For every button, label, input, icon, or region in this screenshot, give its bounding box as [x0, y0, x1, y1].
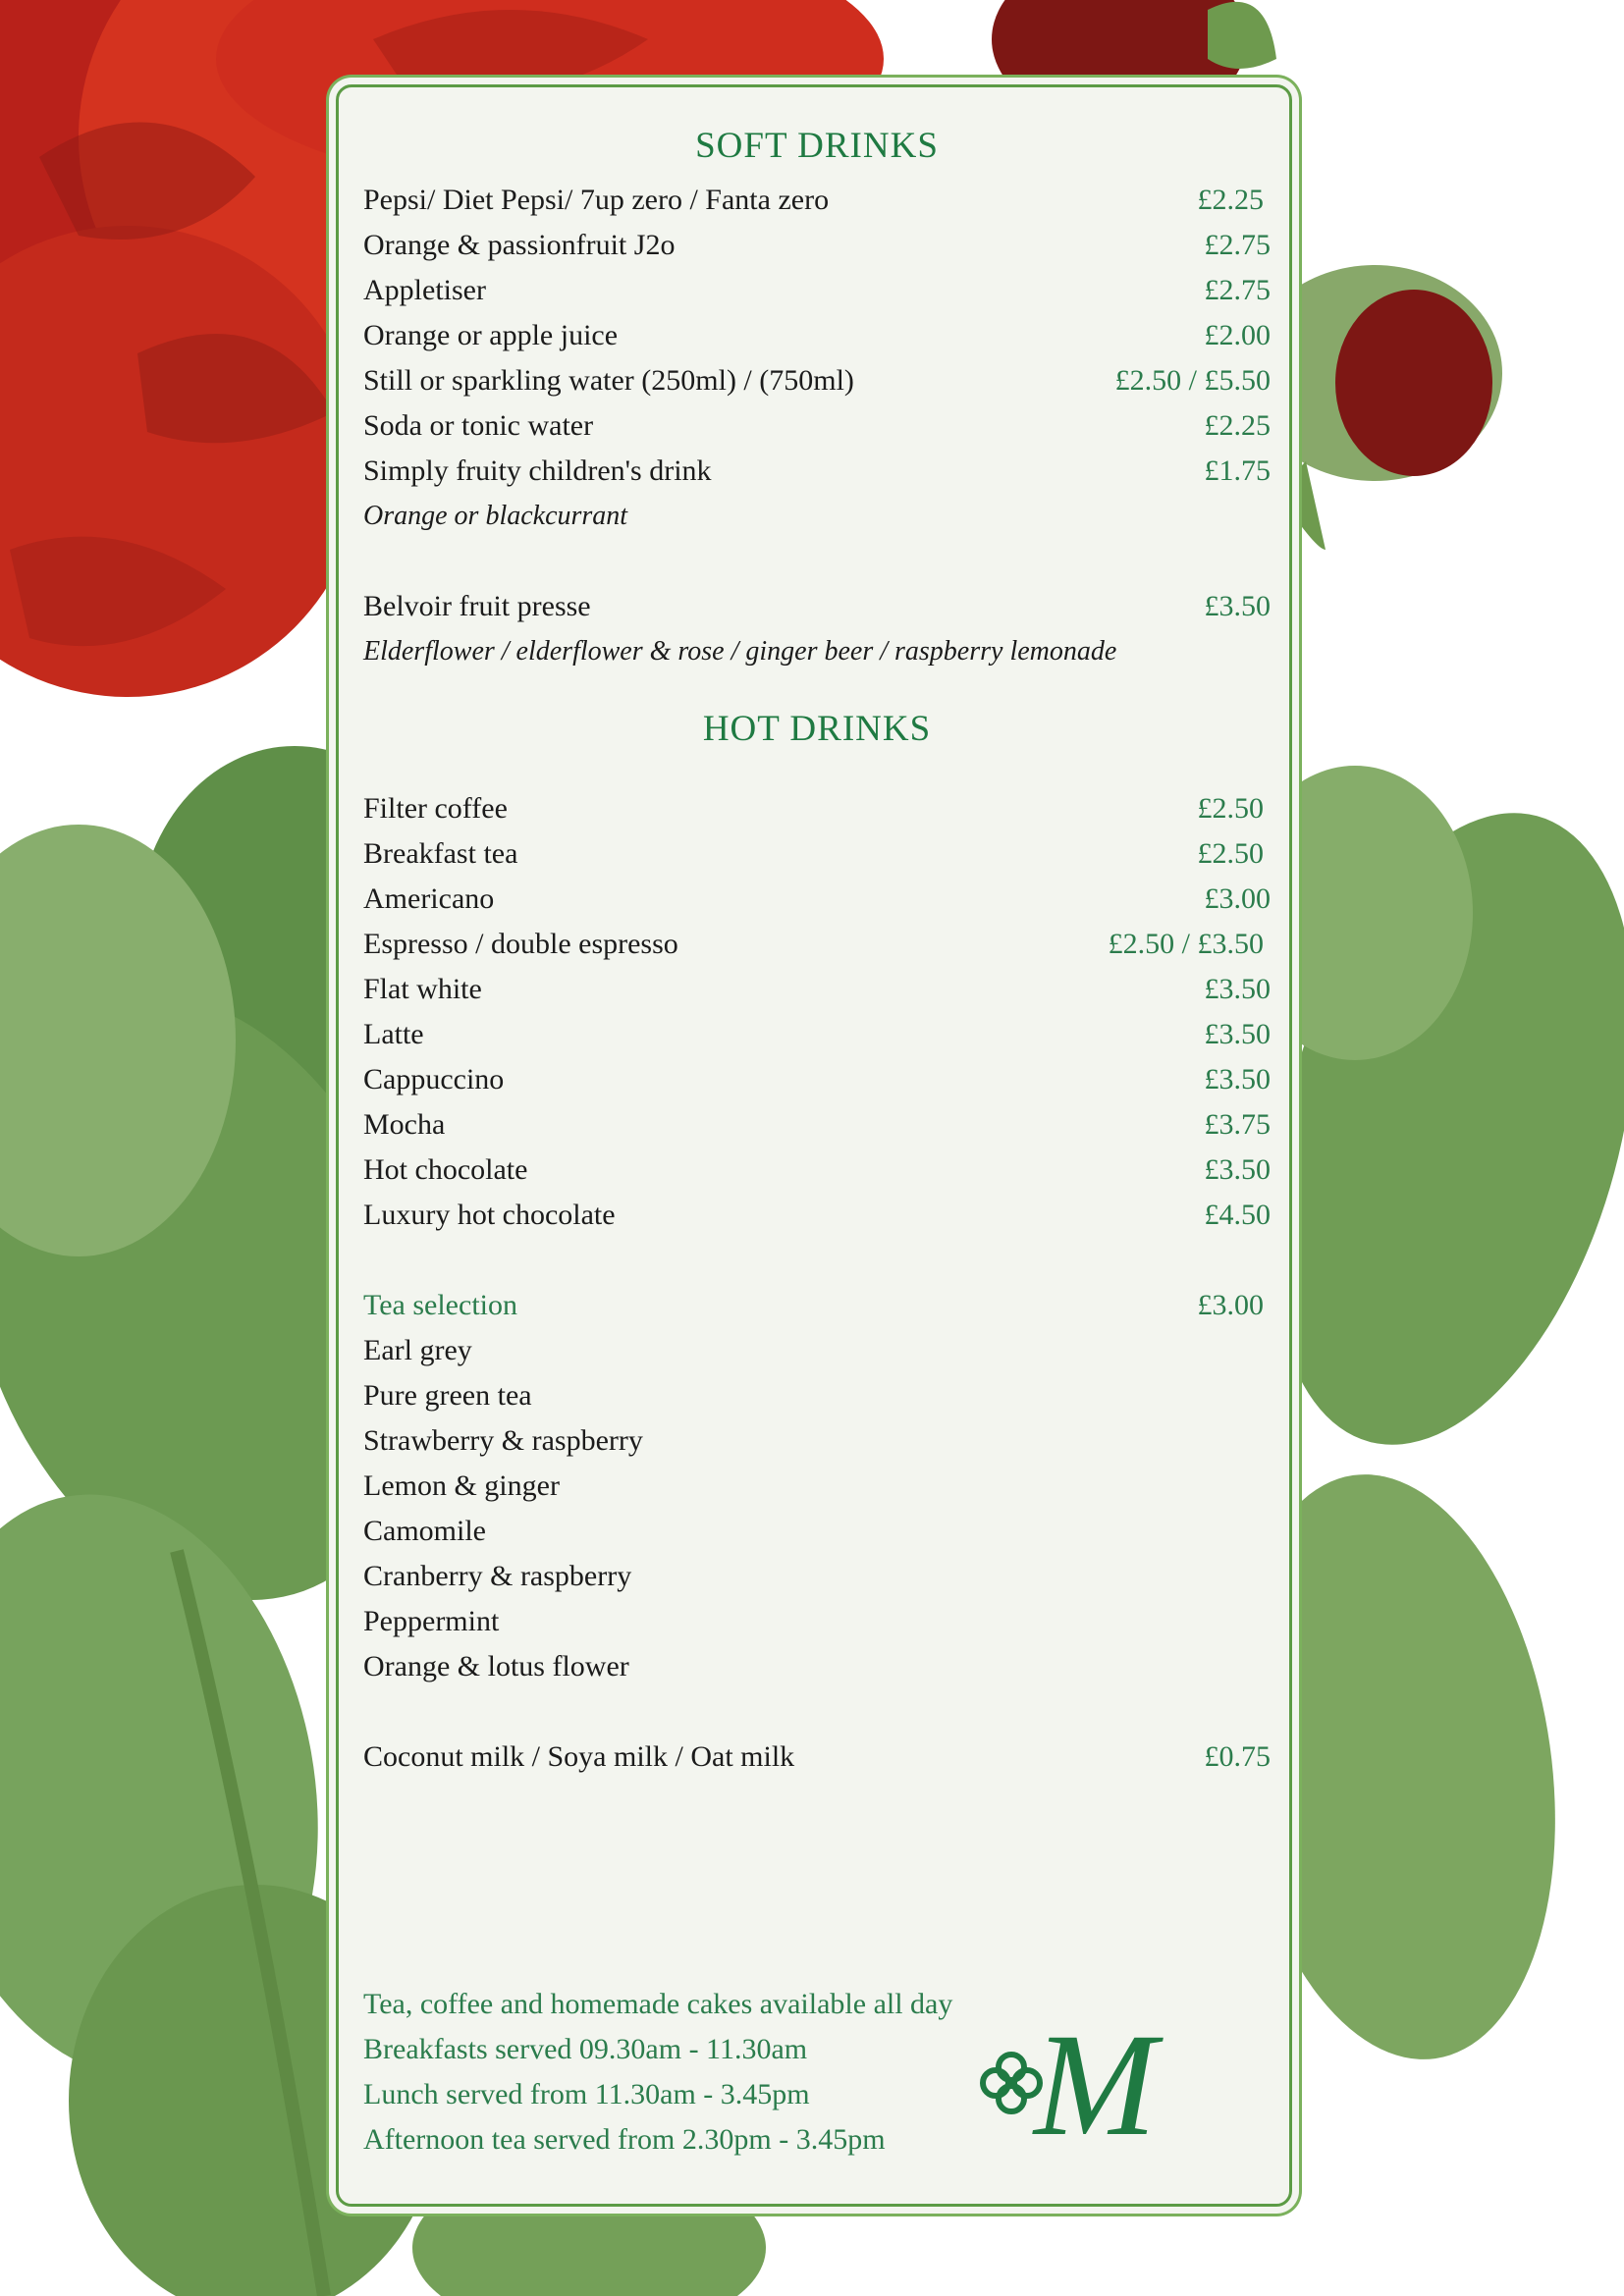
menu-item	[363, 1193, 1271, 1238]
item-price: £1.75	[1204, 454, 1271, 487]
item-name: Still or sparkling water (250ml) / (750ml)	[363, 364, 854, 397]
item-name: Mocha	[363, 1108, 446, 1141]
monogram-logo	[977, 1997, 1183, 2173]
item-name: Tea selection	[363, 1289, 517, 1321]
children-drink-flavours: Orange or blackcurrant	[363, 501, 628, 531]
item-price: £2.25	[1197, 184, 1264, 216]
item-price: £3.50	[1204, 973, 1271, 1005]
tea-item	[363, 1328, 1271, 1373]
item-price: £2.00	[1204, 319, 1271, 351]
item-price: £0.75	[1204, 1740, 1271, 1773]
menu-item	[363, 922, 1271, 967]
item-price: £2.50 / £3.50	[1108, 928, 1264, 960]
monogram-letter: M	[1034, 2003, 1157, 2166]
item-name: Simply fruity children's drink	[363, 454, 712, 487]
tea-name: Pure green tea	[363, 1379, 532, 1412]
item-name: Pepsi/ Diet Pepsi/ 7up zero / Fanta zero	[363, 184, 830, 216]
menu-item	[363, 268, 1271, 313]
item-price: £2.50	[1197, 792, 1264, 825]
item-price: £2.75	[1204, 229, 1271, 261]
item-name: Coconut milk / Soya milk / Oat milk	[363, 1740, 795, 1773]
tea-name: Camomile	[363, 1515, 486, 1547]
item-price: £3.50	[1204, 1063, 1271, 1095]
menu-item	[363, 313, 1271, 358]
item-price: £2.50	[1197, 837, 1264, 870]
tea-name: Earl grey	[363, 1334, 472, 1366]
item-price: £3.50	[1204, 590, 1271, 622]
item-name: Espresso / double espresso	[363, 928, 678, 960]
tea-selection-heading	[363, 1283, 1271, 1328]
tea-item	[363, 1554, 1271, 1599]
menu-item	[363, 358, 1271, 403]
footer-line: Breakfasts served 09.30am - 11.30am	[363, 2033, 808, 2065]
item-name: Appletiser	[363, 274, 486, 306]
item-note	[363, 494, 1271, 539]
item-note	[363, 629, 1271, 674]
item-name: Luxury hot chocolate	[363, 1199, 616, 1231]
menu-item	[363, 178, 1271, 223]
item-name: Cappuccino	[363, 1063, 505, 1095]
menu-item	[363, 403, 1271, 449]
footer-line: Lunch served from 11.30am - 3.45pm	[363, 2078, 810, 2110]
menu-item	[363, 877, 1271, 922]
item-price: £3.00	[1204, 882, 1271, 915]
menu-item	[363, 223, 1271, 268]
menu-item	[363, 967, 1271, 1012]
menu-item	[363, 449, 1271, 494]
footer-line: Tea, coffee and homemade cakes available all day	[363, 1988, 953, 2020]
menu-item	[363, 1102, 1271, 1148]
menu-item	[363, 1012, 1271, 1057]
menu-item	[363, 1148, 1271, 1193]
item-name: Latte	[363, 1018, 424, 1050]
menu-item	[363, 1057, 1271, 1102]
item-name: Hot chocolate	[363, 1153, 528, 1186]
tea-item	[363, 1373, 1271, 1418]
tea-name: Cranberry & raspberry	[363, 1560, 632, 1592]
item-name: Soda or tonic water	[363, 409, 594, 442]
item-price: £2.25	[1204, 409, 1271, 442]
tea-name: Orange & lotus flower	[363, 1650, 629, 1682]
soft-drinks-title: SOFT DRINKS	[695, 126, 939, 166]
item-price: £3.75	[1204, 1108, 1271, 1141]
tea-name: Strawberry & raspberry	[363, 1424, 643, 1457]
menu-item	[363, 584, 1271, 629]
hot-drinks-title: HOT DRINKS	[702, 709, 932, 749]
tea-item	[363, 1644, 1271, 1689]
tea-name: Lemon & ginger	[363, 1469, 560, 1502]
item-price: £3.50	[1204, 1153, 1271, 1186]
item-price: £3.50	[1204, 1018, 1271, 1050]
item-name: Orange or apple juice	[363, 319, 619, 351]
item-name: Filter coffee	[363, 792, 508, 825]
item-name: Orange & passionfruit J2o	[363, 229, 676, 261]
item-name: Americano	[363, 882, 495, 915]
tea-item	[363, 1418, 1271, 1464]
menu-item	[363, 831, 1271, 877]
tea-item	[363, 1599, 1271, 1644]
footer-line: Afternoon tea served from 2.30pm - 3.45pm	[363, 2123, 886, 2156]
tea-item	[363, 1464, 1271, 1509]
item-price: £4.50	[1204, 1199, 1271, 1231]
item-price: £2.75	[1204, 274, 1271, 306]
menu-item	[363, 1735, 1271, 1780]
item-name: Flat white	[363, 973, 482, 1005]
tea-item	[363, 1509, 1271, 1554]
item-name: Belvoir fruit presse	[363, 590, 591, 622]
item-name: Breakfast tea	[363, 837, 518, 870]
presse-flavours: Elderflower / elderflower & rose / ginger beer / raspberry lemonade	[363, 636, 1117, 667]
item-price: £2.50 / £5.50	[1114, 364, 1271, 397]
menu-card	[336, 84, 1292, 2207]
menu-item	[363, 786, 1271, 831]
item-price: £3.00	[1197, 1289, 1264, 1321]
tea-name: Peppermint	[363, 1605, 500, 1637]
quatrefoil-icon	[983, 2055, 1040, 2111]
